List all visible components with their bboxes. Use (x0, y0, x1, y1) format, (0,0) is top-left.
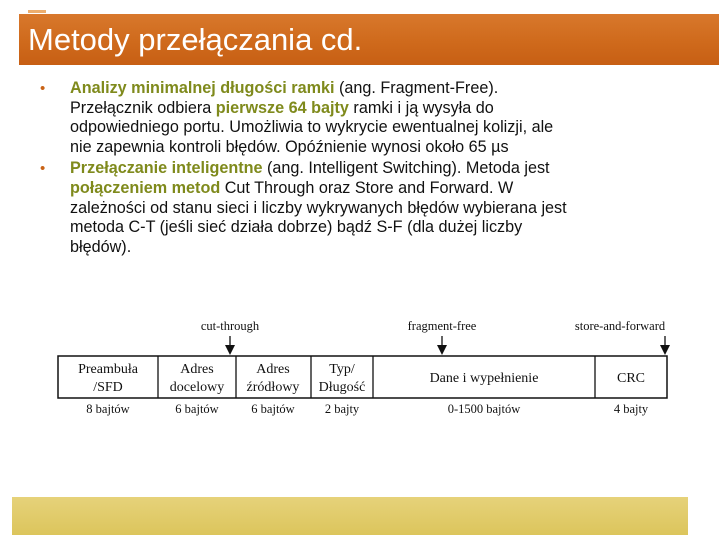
highlighted-text: połączeniem metod (70, 178, 221, 197)
arrow-cut-through (225, 336, 235, 355)
field-src-addr-line2: źródłowy (246, 380, 300, 395)
field-size: 6 bajtów (175, 402, 219, 416)
body-text: Przełącznik odbiera (70, 98, 216, 117)
body-text: metoda C-T (jeśli sieć działa dobrze) bądź S-F (dla dużej liczby (70, 218, 523, 237)
bullet-item (40, 159, 700, 257)
body-text: (ang. Fragment-Free). (334, 79, 499, 97)
bullet-list (40, 79, 700, 257)
body-text: zależności od stanu sieci i liczby wykrywanych błędów wybierana jest (70, 198, 567, 217)
bullet-marker: • (40, 80, 46, 97)
body-text: błędów). (70, 237, 132, 256)
bullet-line (70, 238, 700, 258)
field-size: 6 bajtów (251, 402, 295, 416)
field-size: 8 bajtów (86, 402, 130, 416)
bullet-line (70, 218, 700, 238)
body-text: (ang. Intelligent Switching). Metoda jest (262, 159, 550, 178)
bullet-line (70, 79, 700, 99)
bullet-line (70, 159, 700, 179)
bullet-marker: • (40, 160, 46, 178)
field-preamble-line2: /SFD (93, 380, 123, 395)
frame-diagram-svg (40, 310, 700, 430)
field-size: 0-1500 bajtów (447, 402, 521, 416)
marker-label-cut-through: cut-through (200, 319, 260, 333)
bullet-item (40, 79, 700, 157)
field-type-line1: Typ/ (329, 362, 355, 377)
slide-title: Metody przełączania cd. (28, 22, 363, 57)
highlighted-text: Przełączanie inteligentne (70, 159, 263, 178)
field-type-line2: Długość (318, 380, 366, 395)
title-accent-decoration (28, 10, 46, 17)
field-dest-addr-line1: Adres (180, 362, 214, 377)
field-size: 2 bajty (324, 402, 360, 416)
bullet-line (70, 138, 700, 158)
bullet-line (70, 99, 700, 119)
marker-label-store-and-forward: store-and-forward (574, 319, 666, 333)
highlighted-text: pierwsze 64 bajty (215, 98, 349, 117)
bullet-line (70, 179, 700, 199)
arrow-fragment-free (437, 336, 447, 355)
bullet-text (70, 159, 700, 257)
field-data: Dane i wypełnienie (429, 371, 539, 386)
bullet-text (70, 79, 700, 157)
body-text: ramki i ją wysyła do (348, 98, 494, 117)
arrow-store-and-forward (660, 336, 670, 355)
body-text: Cut Through oraz Store and Forward. W (220, 178, 514, 197)
body-text: odpowiedniego portu. Umożliwia to wykrycie ewentualnej kolizji, ale (70, 118, 554, 137)
body-text: nie zapewnia kontroli błędów. Opóźnienie wynosi około 65 µs (70, 137, 509, 156)
footer-bar (12, 497, 688, 535)
frame-diagram (40, 310, 700, 430)
highlighted-text: Analizy minimalnej długości ramki (70, 79, 335, 97)
field-preamble-line1: Preambuła (78, 362, 138, 377)
field-size: 4 bajty (613, 402, 649, 416)
bullet-line (70, 118, 700, 138)
field-src-addr-line1: Adres (256, 362, 290, 377)
field-dest-addr-line2: docelowy (169, 380, 225, 395)
bullet-line (70, 199, 700, 219)
marker-label-fragment-free: fragment-free (407, 319, 477, 333)
field-crc: CRC (616, 371, 646, 386)
